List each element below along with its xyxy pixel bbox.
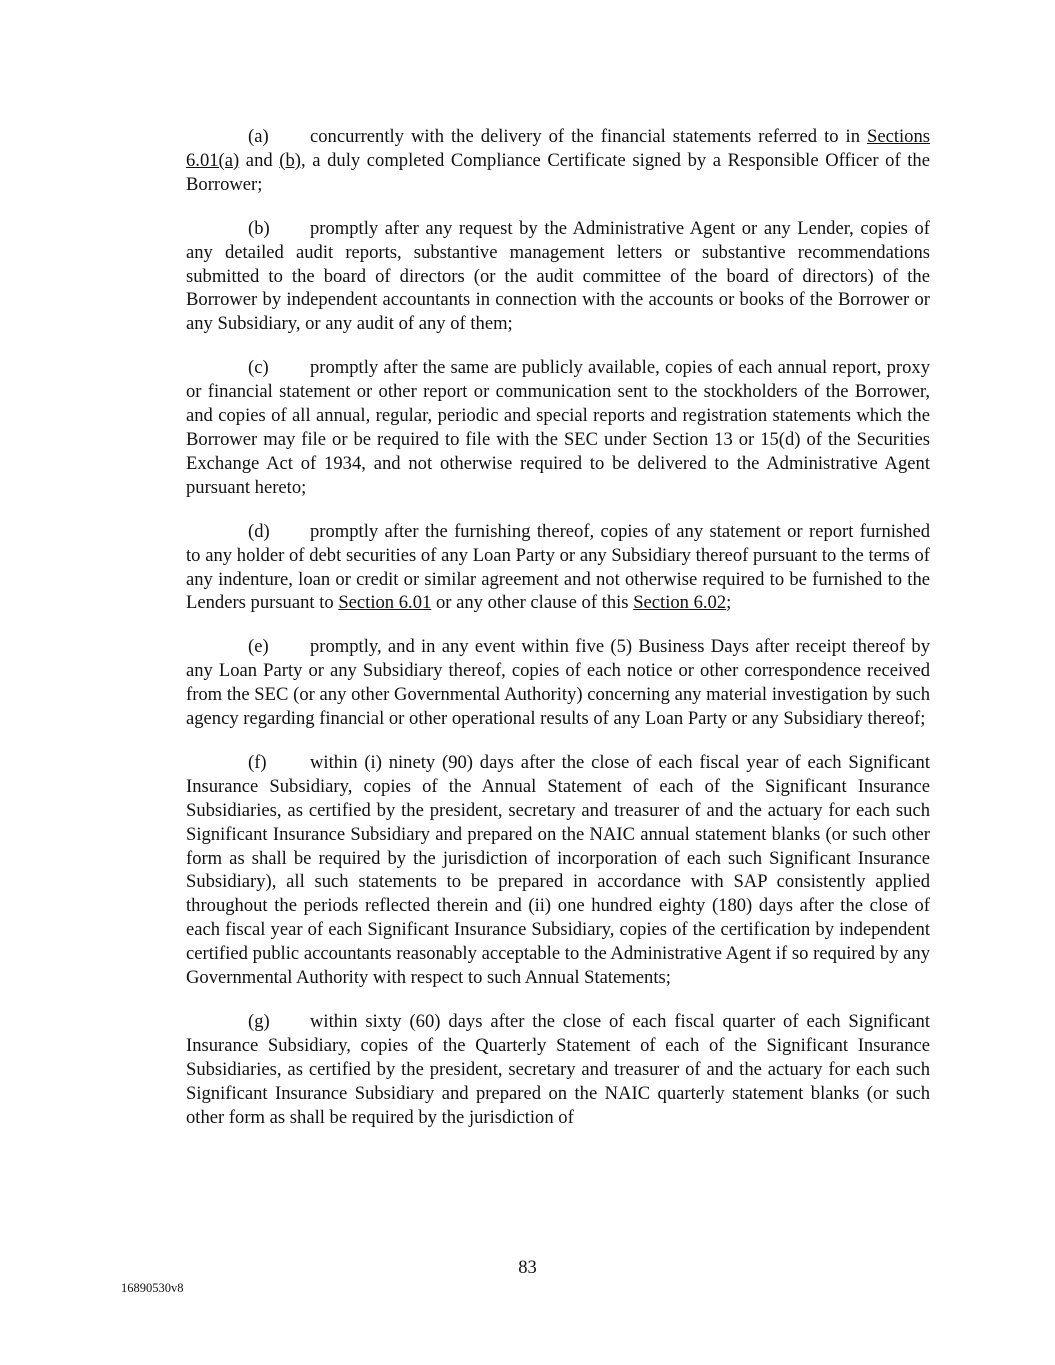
section-reference: (b) (279, 149, 301, 171)
clause-text: promptly, and in any event within five (5) Business Days after receipt thereof by any Loan Party or any Subsidiary thereof, copies of each notice or other correspondence received from the SEC (or any other Governmental Authority) concerning any material investigation by such agency regarding financial or other operational results of any Loan Party or any Subsidiary thereof; (186, 636, 930, 730)
clause-text: within sixty (60) days after the close of each fiscal quarter of each Significant Insurance Subsidiary, copies of the Quarterly Statement of each of the Significant Insurance Subsidiaries, as certified by the president, secretary and treasurer of and the actuary for each such Significant Insurance Subsidiary and prepared on the NAIC quarterly statement blanks (or such other form as shall be required by the jurisdiction of (186, 1011, 930, 1128)
clause-label: (g) (248, 1011, 270, 1032)
clause-label: (e) (248, 636, 269, 658)
paragraph-a (186, 125, 930, 197)
clause-text: or any other clause of this (431, 592, 634, 614)
section-reference: Sections 6.01(a) (186, 126, 930, 171)
clause-text: and (239, 149, 280, 171)
document-body (186, 125, 930, 1150)
paragraph-c (186, 356, 930, 499)
document-id: 16890530v8 (121, 1281, 184, 1295)
clause-text: concurrently with the delivery of the financial statements referred to in (310, 126, 867, 147)
clause-text: promptly after any request by the Administrative Agent or any Lender, copies of any detailed audit reports, substantive management letters or substantive recommendations submitted to the board of directors (or the audit committee of the board of directors) of the Borrower by independent accountants in connection with the accounts or books of the Borrower or any Subsidiary, or any audit of any of them; (186, 217, 930, 335)
clause-label: (c) (248, 357, 269, 379)
clause-text: , a duly completed Compliance Certificate signed by a Responsible Officer of the Borrower; (186, 149, 930, 195)
paragraph-f (186, 751, 930, 990)
page-number: 83 (518, 1257, 537, 1278)
section-reference: Section 6.02 (633, 592, 727, 614)
clause-text: promptly after the furnishing thereof, copies of any statement or report furnished to any holder of debt securities of any Loan Party or any Subsidiary thereof pursuant to the terms of any indenture, loan or credit or similar agreement and not otherwise required to be furnished to the Lenders pursuant to (186, 520, 930, 614)
paragraph-g (186, 1010, 930, 1130)
clause-label: (b) (248, 217, 270, 239)
paragraph-d (186, 520, 930, 616)
clause-label: (d) (248, 520, 270, 542)
clause-text: within (i) ninety (90) days after the close of each fiscal year of each Significant Insurance Subsidiary, copies of the Annual Statement of each of the Significant Insurance Subsidiaries, as certified by the president, secretary and treasurer of and the actuary for each such Significant Insurance Subsidiary and prepared on the NAIC annual statement blanks (or such other form as shall be required by the jurisdiction of incorporation of each such Significant Insurance Subsidiary), all such statements to be prepared in accordance with SAP consistently applied throughout the periods reflected therein and (ii) one hundred eighty (180) days after the close of each fiscal year of each Significant Insurance Subsidiary, copies of the certification by independent certified public accountants reasonably acceptable to the Administrative Agent if so required by any Governmental Authority with respect to such Annual Statements; (186, 751, 930, 989)
paragraph-e (186, 635, 930, 731)
clause-label: (a) (248, 126, 269, 147)
clause-label: (f) (248, 751, 267, 773)
paragraph-b (186, 217, 930, 337)
clause-text: ; (726, 592, 732, 614)
clause-text: promptly after the same are publicly available, copies of each annual report, proxy or financial statement or other report or communication sent to the stockholders of the Borrower, and copies of all annual, regular, periodic and special reports and registration statements which the Borrower may file or be required to file with the SEC under Section 13 or 15(d) of the Securities Exchange Act of 1934, and not otherwise required to be delivered to the Administrative Agent pursuant hereto; (186, 357, 930, 498)
section-reference: Section 6.01 (338, 592, 432, 614)
